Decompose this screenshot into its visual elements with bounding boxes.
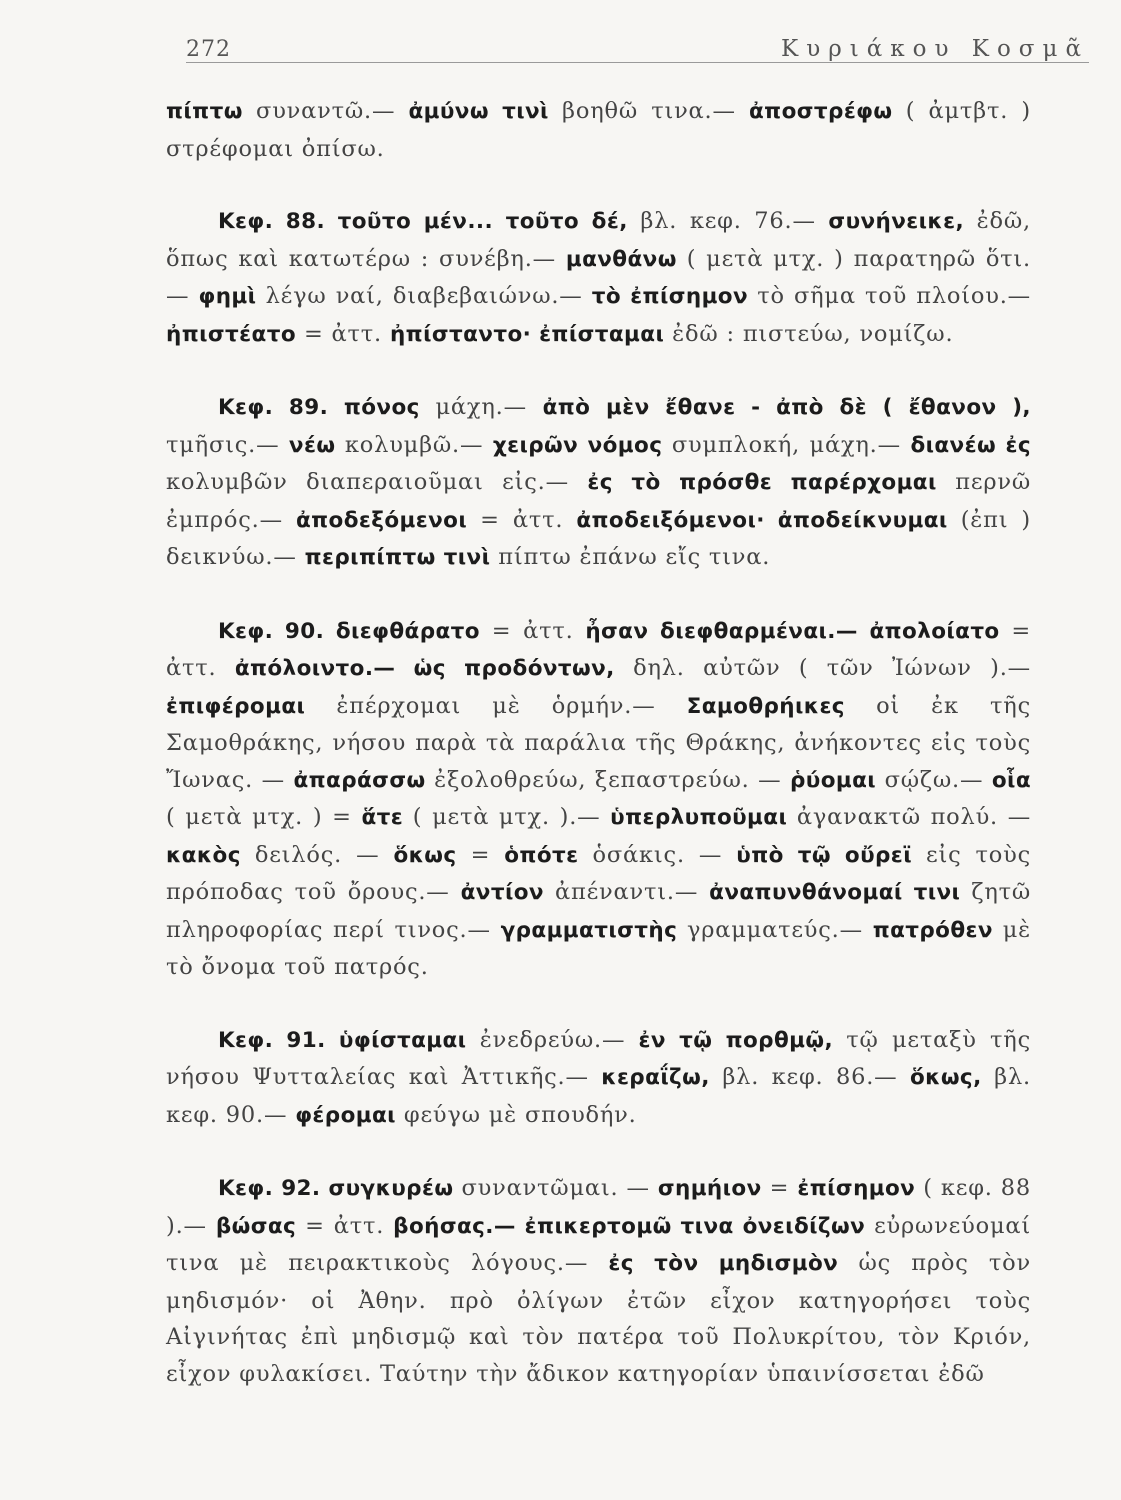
gloss-text: ( μετὰ μτχ. ) παρατηρῶ ὅτι.— [166, 245, 1031, 309]
gloss-text: ἐξολοθρεύω, ξεπαστρεύω. — [425, 766, 790, 793]
headword: ἠπιστέατο [166, 321, 296, 347]
headword: Κεφ. 92. συγκυρέω [218, 1176, 454, 1201]
paragraph-indent [166, 1027, 218, 1053]
gloss-text: ( ἀμτβτ. ) στρέφομαι ὀπίσω. [166, 98, 1031, 162]
gloss-text: ἀγανακτῶ πολύ. — [787, 804, 1031, 830]
headword: ῥύομαι [790, 767, 877, 793]
headword: ὅκως, [910, 1065, 982, 1090]
gloss-text: ἐδῶ : πιστεύω, νομίζω. [664, 320, 954, 347]
gloss-text: σῴζω.— [876, 766, 992, 793]
headword: ἐς τὸν μηδισμὸν [608, 1251, 839, 1276]
gloss-text: γραμματεύς.— [677, 916, 873, 943]
gloss-text: = ἀττ. [479, 617, 586, 644]
gloss-text: τὸ σῆμα τοῦ πλοίου.— [748, 283, 1031, 309]
headword: ὁπότε [504, 842, 579, 868]
gloss-text: κολυμβῶ.— [335, 431, 493, 458]
glossary-paragraph [166, 613, 1031, 986]
gloss-text: βλ. κεφ. 76.— [627, 208, 829, 234]
headword: χειρῶν νόμος [492, 432, 663, 458]
gloss-text: οἱ ἐκ τῆς Σαμοθράκης, νήσου παρὰ τὰ παράλια τῆς Θράκης, ἀνήκοντες εἰς τοὺς Ἴωνας. — [166, 692, 1031, 793]
headword: ἀπόλοιντο.— ὡς προδόντων, [234, 656, 615, 681]
headword: ἀποστρέφω [749, 99, 893, 124]
gloss-text: ὡς πρὸς τὸν μηδισμόν· οἱ Ἀθην. πρὸ ὀλίγων ἐτῶν εἶχον κατηγορήσει τοὺς Αἰγινήτας ἐπὶ μηδισμῷ καὶ τὸν πατέρα τοῦ Πολυκρίτου, τὸν Κριόν, εἶχον φυλακίσει. Ταύτην τὴν ἄδικον κατηγορίαν ὑπαινίσσεται ἐδῶ [166, 1250, 1032, 1387]
headword: μανθάνω [565, 246, 677, 272]
headword: ἀντίον [460, 880, 544, 905]
gloss-text: ὁσάκις. — [578, 841, 737, 868]
headword: σημήιον [657, 1176, 762, 1201]
headword: κακὸς [166, 842, 241, 868]
gloss-text: ἐπέρχομαι μὲ ὁρμήν.— [305, 692, 687, 719]
glossary-paragraph [166, 1170, 1031, 1392]
page-number: 272 [186, 37, 231, 62]
gloss-text: μάχη.— [419, 394, 543, 420]
gloss-text: δηλ. αὐτῶν ( τῶν Ἰώνων ).— [614, 655, 1031, 681]
gloss-text: τμῆσις.— [166, 431, 289, 458]
gloss-text: ( μετὰ μτχ. ).— [403, 804, 611, 830]
paragraph-indent [166, 618, 218, 644]
headword: ἀποδειξόμενοι· ἀποδείκνυμαι [576, 507, 948, 533]
gloss-text: ( κεφ. 88 ).— [166, 1175, 1031, 1239]
gloss-text: ἀπέναντι.— [543, 879, 710, 905]
gloss-text: λέγω ναί, διαβεβαιώνω.— [256, 283, 592, 309]
headword: Κεφ. 91. ὑφίσταμαι [218, 1027, 467, 1053]
gloss-text: βοηθῶ τινα.— [548, 98, 750, 124]
headword: Κεφ. 90. διεφθάρατο [218, 618, 480, 644]
headword: ἐς τὸ πρόσθε παρέρχομαι [587, 470, 937, 495]
headword: κεραΐζω, [601, 1065, 710, 1090]
paragraph-indent [166, 208, 218, 234]
gloss-text: δειλός. — [240, 841, 394, 868]
headword: ἀπὸ μὲν ἔθανε - ἀπὸ δὲ ( ἔθανον ), [542, 395, 1031, 420]
headword: ἀπαράσσω [293, 767, 426, 793]
headword: οἷα [991, 767, 1031, 793]
gloss-text: βλ. κεφ. 90.— [166, 1064, 1031, 1128]
gloss-text: τῷ μεταξὺ τῆς νήσου Ψυτταλείας καὶ Ἀττικῆς.— [166, 1026, 1031, 1090]
headword: ἐν τῷ πορθμῷ, [638, 1027, 834, 1053]
gloss-text: = [761, 1175, 798, 1201]
headword: ὑπερλυποῦμαι [610, 805, 788, 830]
headword: Κεφ. 88. τοῦτο μέν... τοῦτο δέ, [218, 209, 628, 234]
headword: Κεφ. 89. πόνος [218, 395, 420, 420]
headword: ἦσαν διεφθαρμέναι.— ἀπολοίατο [585, 618, 1000, 644]
glossary-paragraph [166, 389, 1031, 577]
headword: τὸ ἐπίσημον [591, 284, 749, 309]
gloss-text: φεύγω μὲ σπουδήν. [395, 1101, 637, 1128]
gloss-text: ἐνεδρεύω.— [466, 1026, 639, 1053]
headword: διανέω ἐς [910, 432, 1032, 458]
headword: ἐπιφέρομαι [166, 693, 306, 719]
gloss-text: βλ. κεφ. 86.— [709, 1064, 910, 1090]
gloss-text: (ἐπι ) δεικνύω.— [166, 506, 1031, 570]
headword: βοήσας.— ἐπικερτομῶ τινα ὀνειδίζων [393, 1213, 866, 1239]
paragraph-indent [166, 1175, 218, 1201]
glossary-paragraph [166, 1022, 1031, 1135]
gloss-text: = ἀττ. [296, 1212, 394, 1239]
gloss-text: ( μετὰ μτχ. ) = [166, 804, 362, 830]
running-header [186, 22, 1089, 63]
headword: περιπίπτω τινὶ [304, 545, 491, 570]
headword: βώσας [215, 1213, 297, 1239]
headword: ὑπὸ τῷ οὔρεϊ [736, 842, 912, 868]
gloss-text: = ἀττ. [166, 617, 1032, 681]
headword: ἅτε [361, 805, 404, 830]
gloss-text: = ἀττ. [296, 320, 390, 347]
glossary-paragraph [166, 93, 1031, 167]
gloss-text: ζητῶ πληροφορίας περί τινος.— [166, 879, 1032, 943]
gloss-text: κολυμβῶν διαπεραιοῦμαι εἰς.— [166, 469, 588, 495]
headword: φημὶ [198, 284, 257, 309]
gloss-text: = ἀττ. [467, 506, 577, 533]
gloss-text: συναντῶμαι. — [453, 1175, 658, 1201]
headword: ἠπίσταντο· ἐπίσταμαι [389, 321, 665, 347]
gloss-text: εὐρωνεύομαί τινα μὲ πειρακτικοὺς λόγους.— [166, 1212, 1032, 1276]
headword: ἀμύνω τινὶ [408, 99, 549, 124]
glossary-paragraph [166, 203, 1031, 353]
headword: συνήνεικε, [828, 209, 965, 234]
paragraph-indent [166, 394, 218, 420]
gloss-text: συμπλοκή, μάχη.— [662, 431, 911, 458]
gloss-text: ἐδῶ, ὅπως καὶ κατωτέρω : συνέβη.— [166, 208, 1031, 272]
headword: πίπτω [166, 99, 243, 124]
headword: ἀναπυνθάνομαί τινι [709, 880, 961, 905]
headword: ἐπίσημον [797, 1176, 916, 1201]
headword: φέρομαι [295, 1102, 396, 1128]
gloss-text: μὲ τὸ ὄνομα τοῦ πατρός. [166, 916, 1031, 980]
gloss-text: πίπτω ἐπάνω εἴς τινα. [490, 544, 771, 570]
headword: ἀποδεξόμενοι [295, 507, 468, 533]
headword: Σαμοθρήικες [686, 693, 845, 719]
headword: γραμματιστὴς [500, 917, 678, 943]
running-title: Κυριάκου Κοσμᾶ [781, 36, 1089, 62]
headword: νέω [288, 432, 336, 458]
gloss-text: = [456, 841, 505, 868]
headword: πατρόθεν [872, 917, 993, 943]
gloss-text: συναντῶ.— [242, 98, 409, 124]
gloss-text: περνῶ ἐμπρός.— [166, 469, 1031, 533]
page-body [166, 93, 1031, 1392]
gloss-text: εἰς τοὺς πρόποδας τοῦ ὄρους.— [166, 841, 1032, 905]
headword: ὅκως [393, 842, 457, 868]
